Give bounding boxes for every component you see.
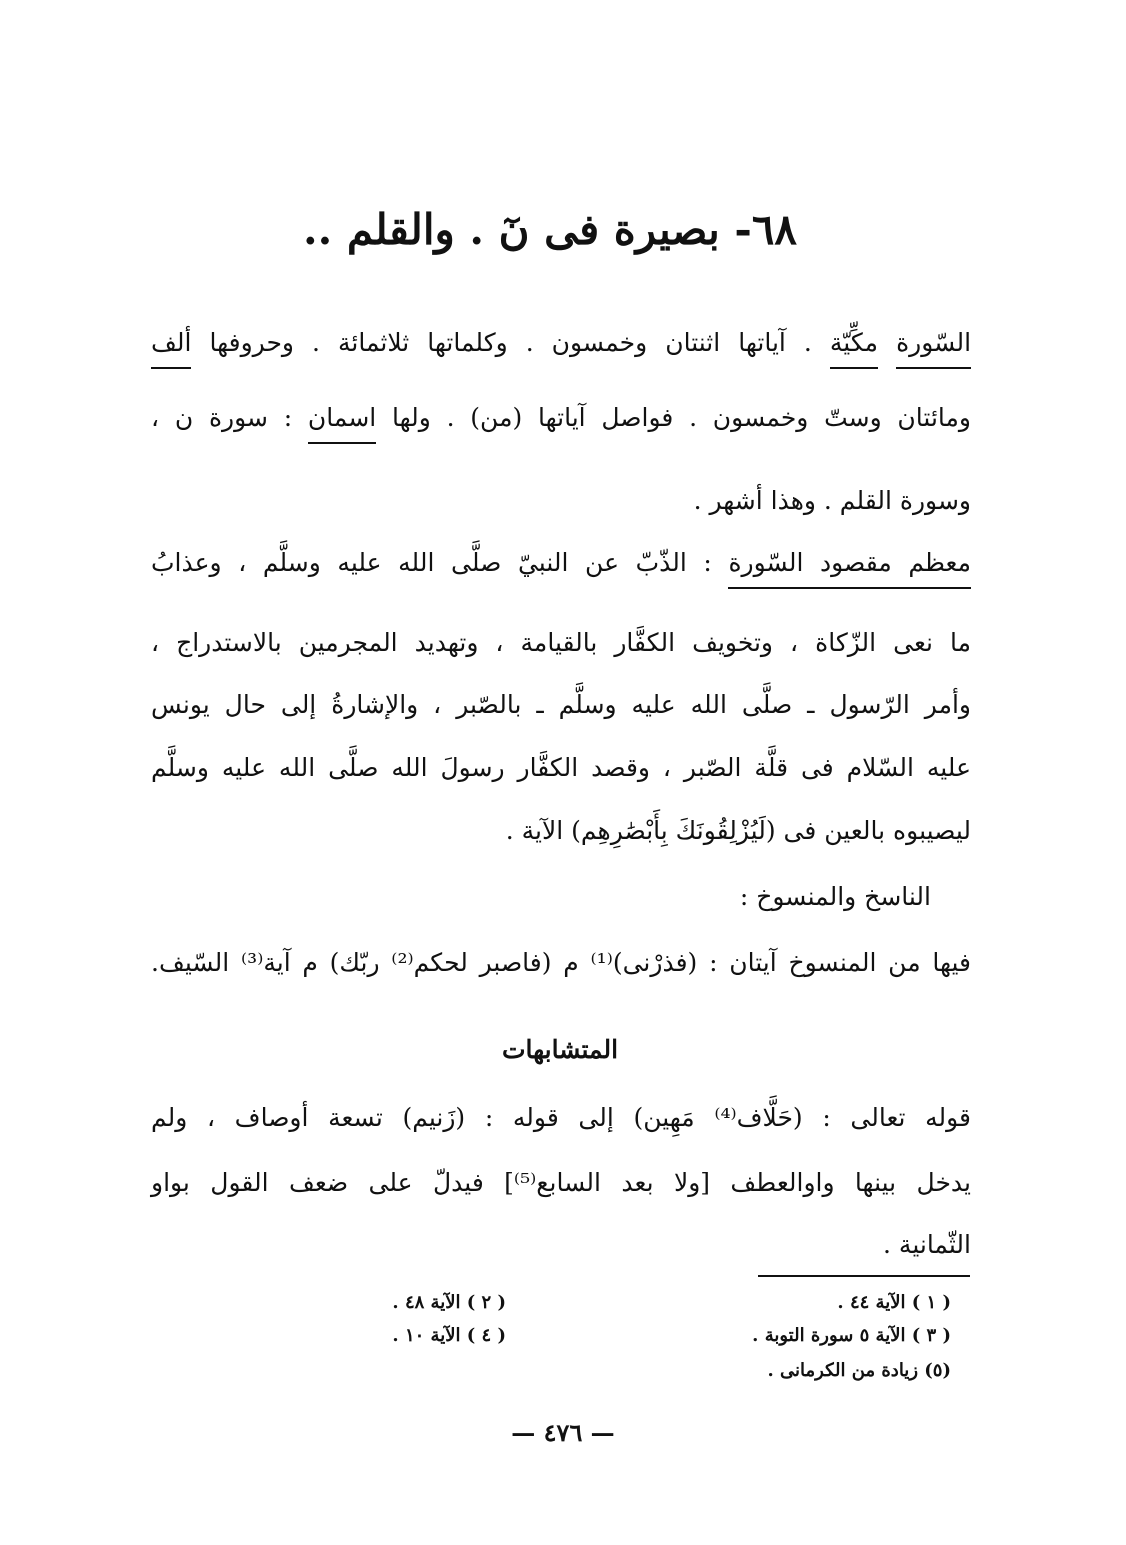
footnote-5: (٥) زيادة من الكرمانى . [767,1360,951,1381]
footnote-3: ( ٣ ) الآية ٥ سورة التوبة . [752,1325,951,1346]
intro-text: ومائتان وستّ وخمسون . فواصل آياتها (من) . ولها [392,403,971,432]
footnote-1: ( ١ ) الآية ٤٤ . [837,1292,951,1313]
similarities-line-2: يدخل بينها واوالعطف [ولا بعد السابع⁽⁵⁾] فيدلّ على ضعف القول بواو [151,1168,971,1197]
similarities-line-3: الثّمانية . [883,1230,971,1259]
footnote-divider [758,1275,970,1277]
abrogation-heading: الناسخ والمنسوخ : [739,882,931,911]
purpose-text: : الذّبّ عن النبيّ صلَّى الله عليه وسلَّم ، وعذابُ [151,548,712,577]
purpose-line-3: وأمر الرّسول ـ صلَّى الله عليه وسلَّم ـ بالصّبر ، والإشارةُ إلى حال يونس [151,690,971,719]
similarities-heading: المتشابهات [501,1035,619,1064]
intro-text: . آياتها [738,328,812,357]
purpose-line-4: عليه السّلام فى قلَّة الصّبر ، وقصد الكفَّار رسولَ الله صلَّى الله عليه وسلَّم [151,753,971,782]
intro-line-2 [151,405,971,430]
underlined-word: السّورة [896,328,971,369]
similarities-line-1: قوله تعالى : (حَلَّاف⁽⁴⁾ مَهِين) إلى قوله : (زَنيم) تسعة أوصاف ، ولم [151,1103,971,1132]
underlined-phrase: معظم مقصود السّورة [728,548,971,589]
intro-line-1 [151,330,971,355]
footnote-4: ( ٤ ) الآية ١٠ . [392,1325,506,1346]
purpose-line-5: ليصيبوه بالعين فى (لَيُزْلِقُونَكَ بِأَبْصَٰرِهِم) الآية . [505,816,971,845]
intro-line-3: وسورة القلم . وهذا أشهر . [693,486,971,515]
page-number: — ٤٧٦ — [511,1418,615,1447]
abrogation-text: فيها من المنسوخ آيتان : (فذرْنى)⁽¹⁾ م (فاصبر لحكم⁽²⁾ ربّك) م آية⁽³⁾ السّيف. [151,948,971,977]
underlined-word: مكِّيّة [830,328,878,369]
underlined-word: ألف [151,328,191,369]
purpose-line-1 [151,550,971,575]
footnote-2: ( ٢ ) الآية ٤٨ . [392,1292,506,1313]
page-title: ٦٨- بصيرة فى نٓ . والقلم .. [303,205,797,254]
intro-text: : سورة ن ، [151,403,293,432]
purpose-line-2: ما نعى الزّكاة ، وتخويف الكفَّار بالقيامة ، وتهديد المجرمين بالاستدراج ، [151,628,971,657]
underlined-word: اسمان [308,403,376,444]
intro-text: اثنتان وخمسون . وكلماتها ثلاثمائة . وحروفها [209,328,721,357]
